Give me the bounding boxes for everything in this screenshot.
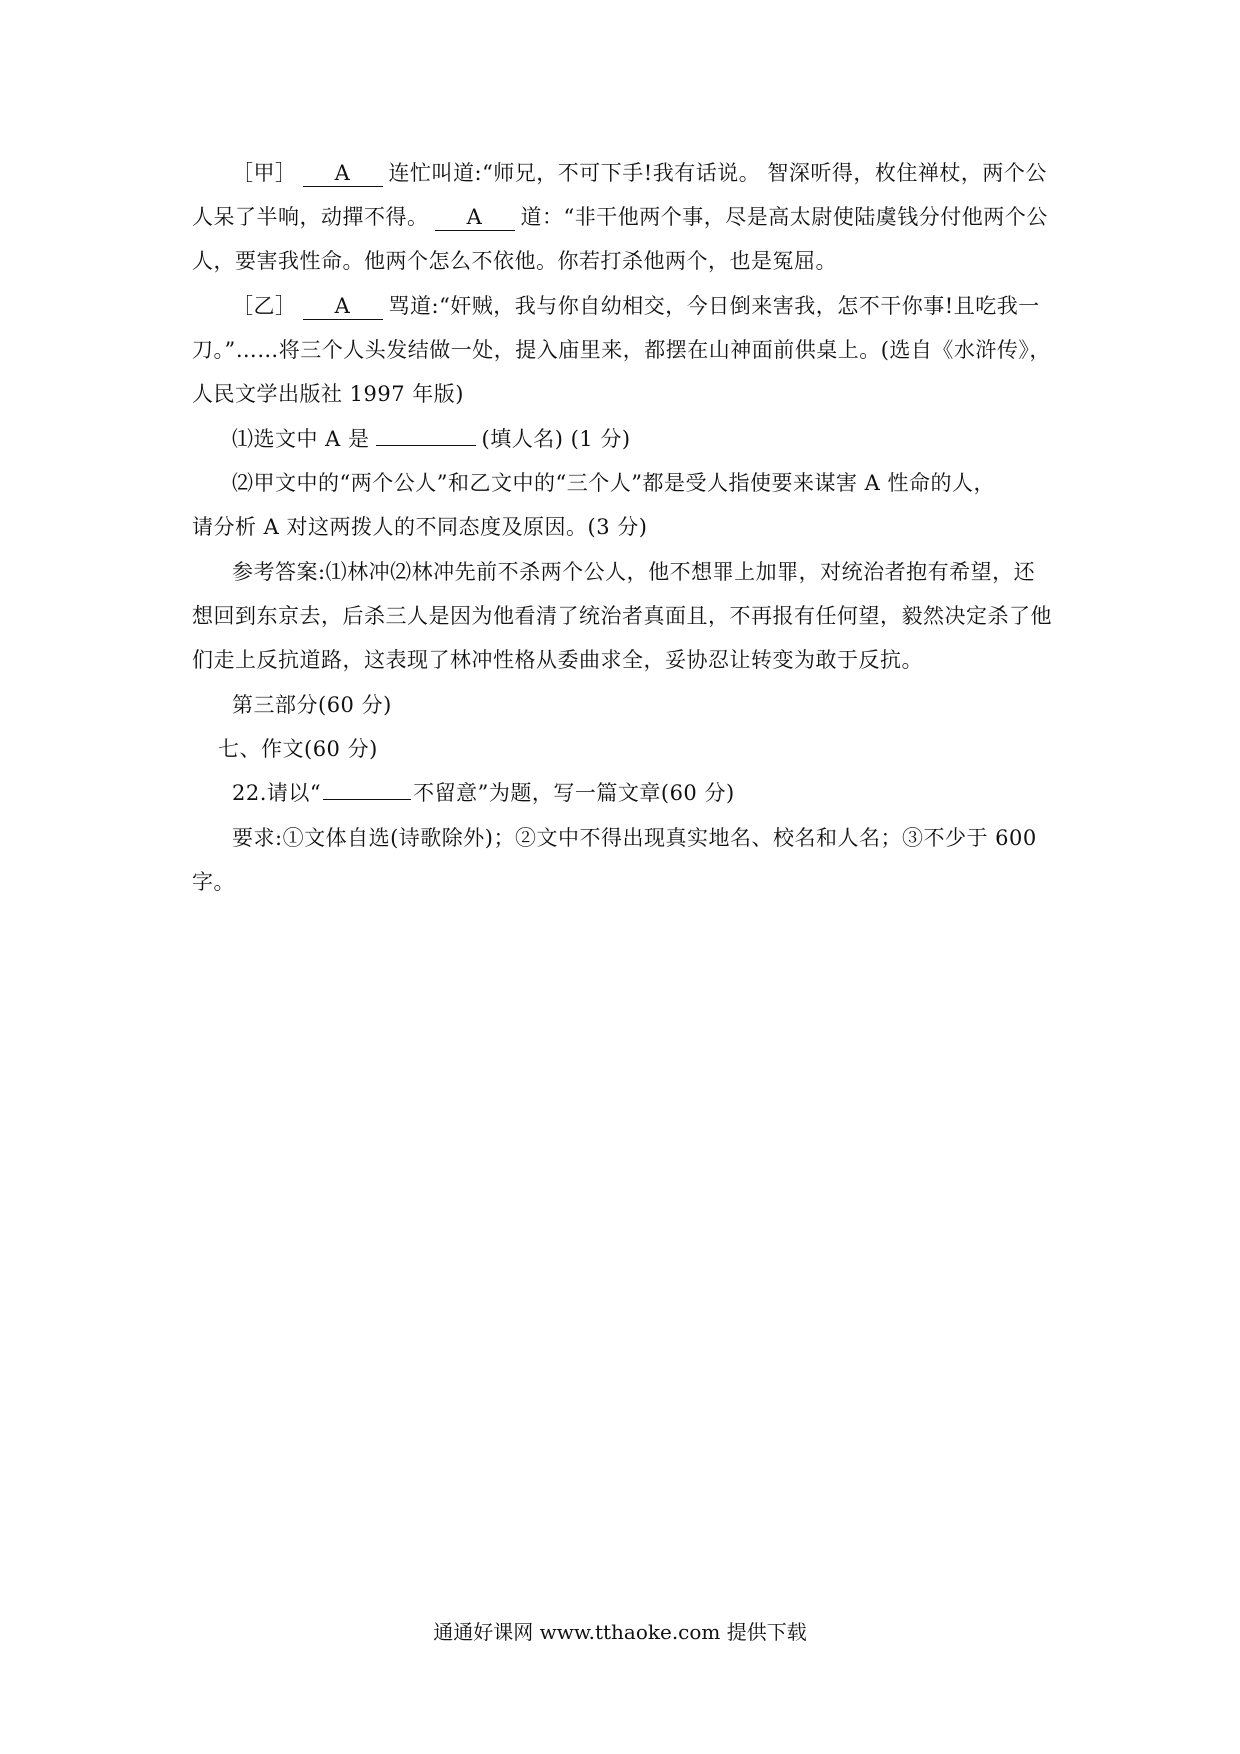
question-22 — [232, 778, 735, 808]
passage-jia-label: ［甲］ — [232, 161, 297, 185]
passage-text: 人呆了半响，动撣不得。 — [192, 205, 429, 229]
passage-jia-line-3: 人，要害我性命。他两个怎么不依他。你若打杀他两个，也是冤屈。 — [192, 249, 837, 273]
passage-jia-line-1 — [232, 158, 1047, 188]
section-7-heading: 七、作文(60 分) — [218, 737, 378, 761]
question-22-suffix: 不留意”为题，写一篇文章(60 分) — [413, 781, 735, 805]
passage-yi-label: ［乙］ — [232, 294, 297, 318]
question-1 — [232, 424, 631, 454]
reference-answer-line-3: 们走上反抗道路，这表现了林冲性格从委曲求全，妥协忍让转变为敢于反抗。 — [192, 648, 923, 672]
passage-text: 连忙叫道:“师兄，不可下手!我有话说。 智深听得，枚住禅杖，两个公 — [388, 161, 1047, 185]
question-2-line-2: 请分析 A 对这两拨人的不同态度及原因。(3 分) — [192, 515, 648, 539]
question-1-score: (填人名) (1 分) — [481, 427, 631, 451]
passage-text: 骂道:“奸贼，我与你自幼相交，今日倒来害我，怎不干你事!且吃我一 — [388, 294, 1040, 318]
passage-jia-line-2 — [192, 202, 1048, 232]
page-footer: 通通好课网 www.tthaoke.com 提供下载 — [433, 1620, 807, 1644]
title-blank — [323, 799, 411, 800]
requirements-line-1: 要求:①文体自选(诗歌除外)；②文中不得出现真实地名、校名和人名；③不少于 600 — [232, 826, 1037, 850]
reference-answer-line-2: 想回到东京去，后杀三人是因为他看清了统治者真面且，不再报有任何望，毅然决定杀了他 — [192, 604, 1052, 628]
passage-yi-line-1 — [232, 291, 1040, 321]
passage-yi-line-2: 刀。”……将三个人头发结做一处，提入庙里来，都摆在山神面前供桌上。(选自《水浒传》， — [192, 338, 1051, 362]
question-22-prefix: 22.请以“ — [232, 781, 322, 805]
passage-yi-line-3: 人民文学出版社 1997 年版) — [192, 382, 464, 406]
question-1-text: ⑴选文中 A 是 — [232, 427, 370, 451]
fill-blank-a: A — [303, 160, 383, 187]
requirements-line-2: 字。 — [192, 870, 235, 894]
answer-blank — [376, 445, 476, 446]
fill-blank-a: A — [303, 293, 383, 320]
reference-answer-line-1: 参考答案:⑴林冲⑵林冲先前不杀两个公人，他不想罪上加罪，对统治者抱有希望，还 — [232, 560, 1036, 584]
section-3-heading: 第三部分(60 分) — [232, 693, 392, 717]
passage-text: 道：“非干他两个事，尽是高太尉使陆虞钱分付他两个公 — [520, 205, 1048, 229]
question-2-line-1: ⑵甲文中的“两个公人”和乙文中的“三个人”都是受人指使要来谋害 A 性命的人， — [232, 471, 995, 495]
fill-blank-a: A — [435, 204, 515, 231]
